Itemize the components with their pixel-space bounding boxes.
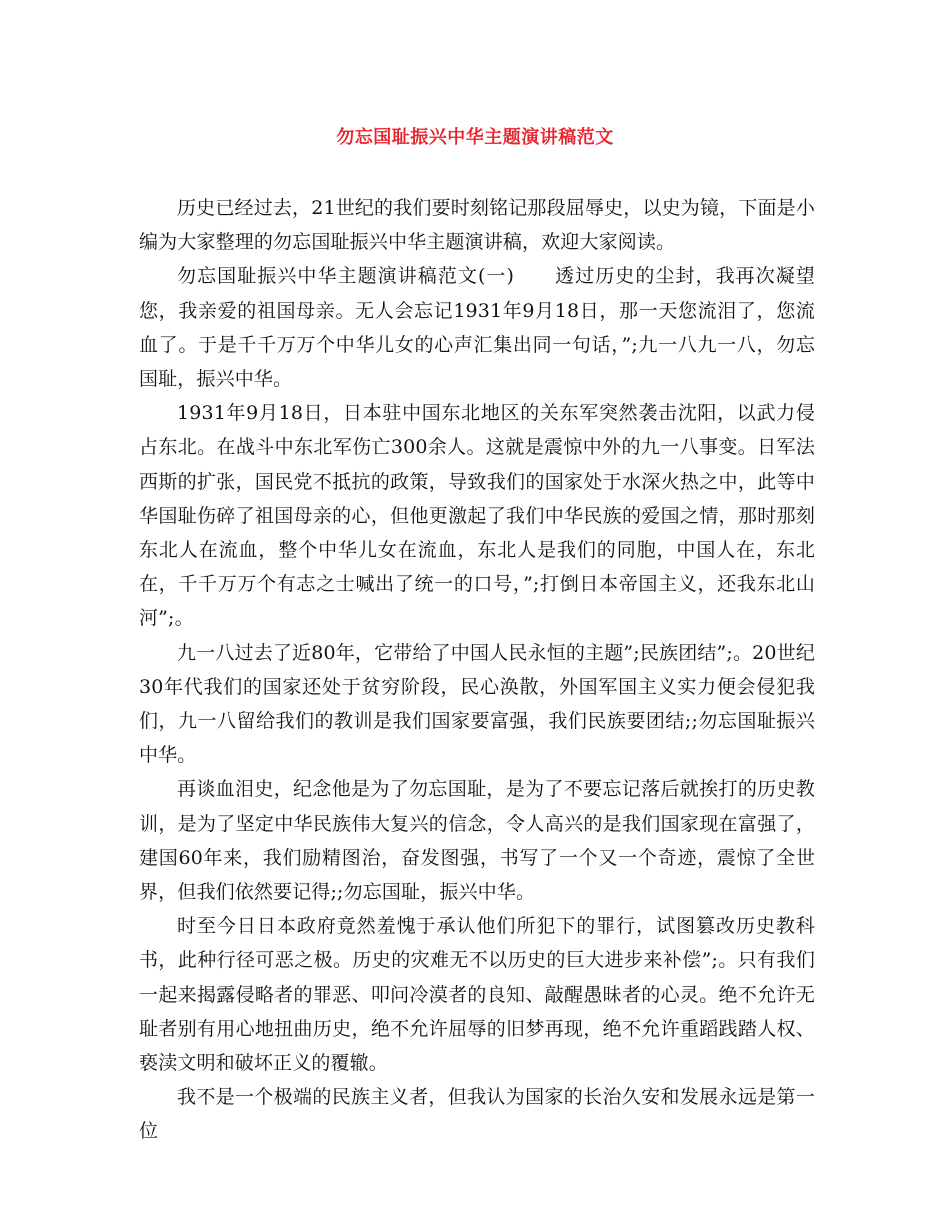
paragraph-speech-opening: 勿忘国耻振兴中华主题演讲稿范文(一) 透过历史的尘封，我再次凝望您，我亲爱的祖国母亲。无人会忘记1931年9月18日，那一天您流泪了，您流血了。于是千千万万个中华儿女的心声汇集出同一句话，”;九一八九一八，勿忘国耻，振兴中华。 xyxy=(139,265,815,391)
document-body xyxy=(139,191,815,1149)
document-title: 勿忘国耻振兴中华主题演讲稿范文 xyxy=(336,127,614,148)
paragraph-history-lesson: 再谈血泪史，纪念他是为了勿忘国耻，是为了不要忘记落后就挨打的历史教训，是为了坚定中华民族伟大复兴的信念，令人高兴的是我们国家现在富强了，建国60年来，我们励精图治，奋发图强，书写了一个又一个奇迹，震惊了全世界，但我们依然要记得;;勿忘国耻，振兴中华。 xyxy=(139,778,815,904)
paragraph-japan-textbook: 时至今日日本政府竟然羞愧于承认他们所犯下的罪行，试图篡改历史教科书，此种行径可恶之极。历史的灾难无不以历史的巨大进步来补偿”;。只有我们一起来揭露侵略者的罪恶、叩问冷漠者的良知、敲醒愚昧者的心灵。绝不允许无耻者别有用心地扭曲历史，绝不允许屈辱的旧梦再现，绝不允许重蹈践踏人权、亵渎文明和破坏正义的覆辙。 xyxy=(139,915,815,1075)
paragraph-intro: 历史已经过去，21世纪的我们要时刻铭记那段屈辱史，以史为镜，下面是小编为大家整理的勿忘国耻振兴中华主题演讲稿，欢迎大家阅读。 xyxy=(139,197,815,254)
paragraph-nationalism: 我不是一个极端的民族主义者，但我认为国家的长治久安和发展永远是第一位 xyxy=(139,1086,815,1143)
paragraph-918-incident: 1931年9月18日，日本驻中国东北地区的关东军突然袭击沈阳，以武力侵占东北。在战斗中东北军伤亡300余人。这就是震惊中外的九一八事变。日军法西斯的扩张，国民党不抵抗的政策，导致我们的国家处于水深火热之中，此等中华国耻伤碎了祖国母亲的心，但他更激起了我们中华民族的爱国之情，那时那刻东北人在流血，整个中华儿女在流血，东北人是我们的同胞，中国人在，东北在，千千万万个有志之士喊出了统一的口号，”;打倒日本帝国主义，还我东北山河”;。 xyxy=(139,402,815,630)
paragraph-national-unity: 九一八过去了近80年，它带给了中国人民永恒的主题”;民族团结”;。20世纪30年代我们的国家还处于贫穷阶段，民心涣散，外国军国主义实力便会侵犯我们，九一八留给我们的教训是我们国家要富强，我们民族要团结;;勿忘国耻振兴中华。 xyxy=(139,641,815,767)
